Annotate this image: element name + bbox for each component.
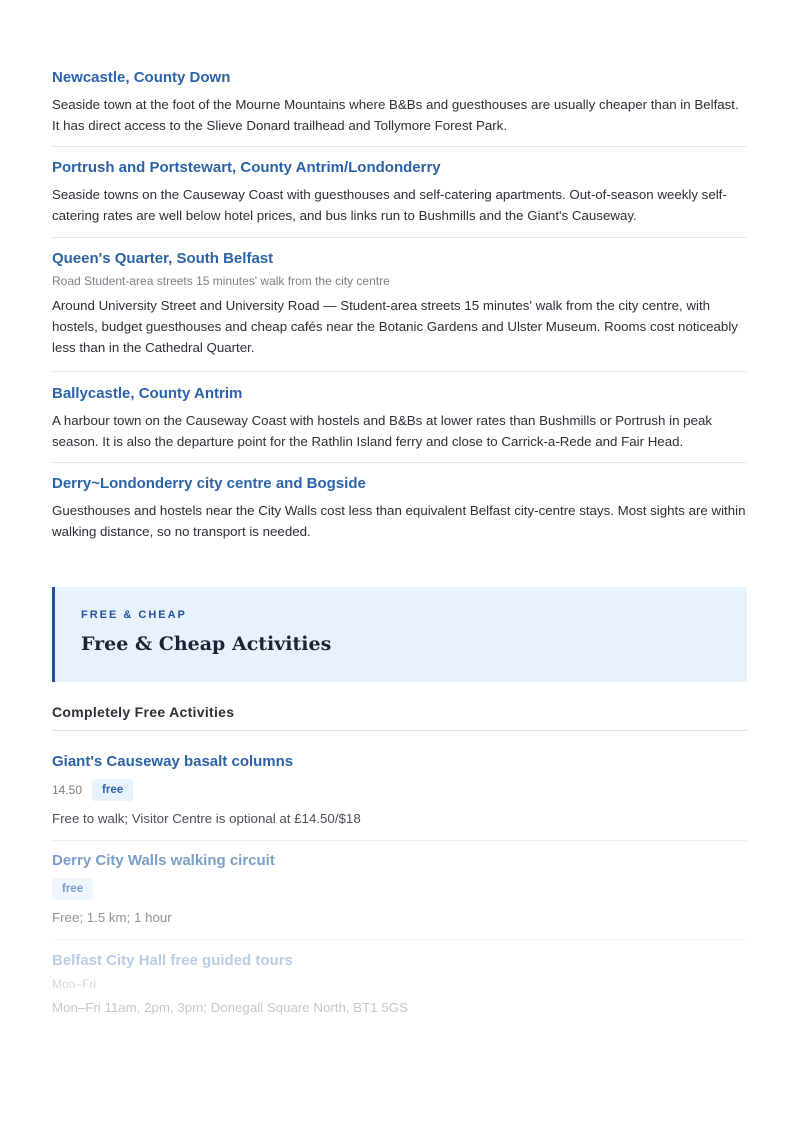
activity-price: 14.50: [52, 783, 83, 797]
area-description: Seaside town at the foot of the Mourne Mountains where B&Bs and guesthouses are usually cheaper than in Belfast. It has direct access to the Slieve Donard trailhead and Tollymore Forest Park.: [52, 97, 739, 133]
area-title[interactable]: Portrush and Portstewart, County Antrim/Londonderry: [52, 159, 441, 176]
area-item: [52, 384, 747, 463]
activity-description: Mon–Fri 11am, 2pm, 3pm; Donegall Square North, BT1 5GS: [52, 1000, 408, 1015]
area-description: Guesthouses and hostels near the City Walls cost less than equivalent Belfast city-centre stays. Most sights are within walking distance, so no transport is needed.: [52, 503, 746, 539]
area-subtitle: Road Student-area streets 15 minutes' walk from the city centre: [52, 274, 390, 288]
activity-title[interactable]: Giant's Causeway basalt columns: [52, 753, 294, 770]
area-description: Around University Street and University Road — Student-area streets 15 minutes' walk from the city centre, with hostels, budget guesthouses and cheap cafés near the Botanic Gardens and Ulster Museum. Rooms cost noticeably less than in the Cathedral Quarter.: [52, 298, 738, 355]
activity-description: Free to walk; Visitor Centre is optional at £14.50/$18: [52, 811, 361, 826]
activity-item: [52, 752, 747, 841]
divider: [52, 840, 747, 841]
section-title: Free & Cheap Activities: [81, 633, 332, 655]
activity-subtitle: Mon–Fri: [52, 977, 97, 991]
free-badge: free: [52, 878, 93, 900]
area-title[interactable]: Newcastle, County Down: [52, 69, 231, 86]
area-item: [52, 474, 747, 552]
area-item: [52, 249, 747, 372]
area-title[interactable]: Queen's Quarter, South Belfast: [52, 250, 274, 267]
area-description: A harbour town on the Causeway Coast with hostels and B&Bs at lower rates than Bushmills or Portrush in peak season. It is also the departure point for the Rathlin Island ferry and close to Carrick-a-Rede and Fair Head.: [52, 413, 713, 449]
section-eyebrow: FREE & CHEAP: [81, 609, 187, 621]
activity-meta: [52, 777, 747, 803]
free-badge: free: [92, 779, 133, 801]
section-callout: [52, 587, 747, 682]
area-title[interactable]: Ballycastle, County Antrim: [52, 385, 243, 402]
activity-title[interactable]: Derry City Walls walking circuit: [52, 852, 275, 869]
area-description: Seaside towns on the Causeway Coast with guesthouses and self-catering apartments. Out-of-season weekly self-catering rates are well below hotel prices, and bus links run to Bushmills and the Giant's Causeway.: [52, 187, 727, 223]
area-item: [52, 158, 747, 238]
activity-title[interactable]: Belfast City Hall free guided tours: [52, 952, 293, 969]
area-item: [52, 68, 747, 147]
section-subheading: Completely Free Activities: [52, 704, 747, 731]
area-title[interactable]: Derry~Londonderry city centre and Bogside: [52, 475, 366, 492]
divider: [52, 939, 747, 940]
activity-meta: [52, 876, 747, 902]
activity-description: Free; 1.5 km; 1 hour: [52, 910, 172, 925]
activity-item: [52, 851, 747, 940]
activity-item: [52, 951, 747, 1018]
